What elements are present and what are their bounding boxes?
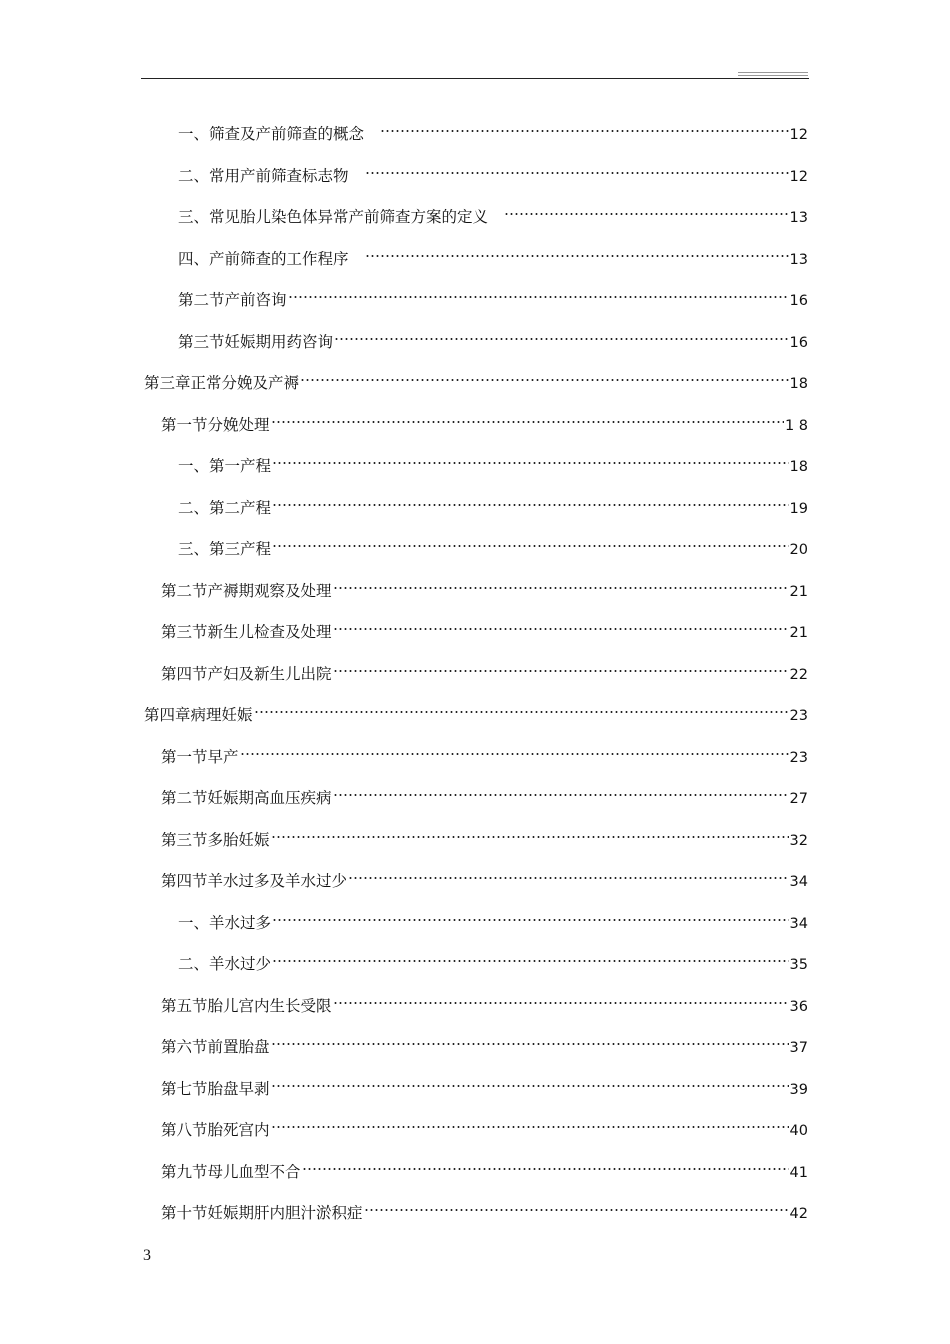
header-mark (738, 72, 808, 73)
toc-entry-page: 27 (789, 791, 808, 807)
toc-entry[interactable] (178, 945, 808, 973)
toc-entry-title: 第二节产前咨询 (178, 291, 287, 309)
toc-dot-leader (300, 364, 789, 388)
toc-entry-page: 22 (789, 667, 808, 683)
toc-entry-title: 三、常见胎儿染色体异常产前筛查方案的定义 (178, 208, 489, 226)
toc-entry-page: 21 (789, 584, 808, 600)
toc-entry-title: 第三节多胎妊娠 (161, 831, 270, 849)
toc-entry-page: 18 (789, 376, 808, 392)
toc-entry[interactable] (178, 115, 808, 143)
toc-entry[interactable] (161, 738, 808, 766)
toc-dot-leader (333, 779, 789, 803)
toc-entry[interactable] (161, 655, 808, 683)
toc-entry-title: 二、常用产前筛查标志物 (178, 167, 349, 185)
toc-dot-leader (254, 696, 789, 720)
page-number: 3 (143, 1247, 151, 1264)
toc-dot-leader (288, 281, 789, 305)
toc-entry-page: 23 (789, 750, 808, 766)
toc-entry-page: 13 (789, 210, 808, 226)
toc-entry-page: 32 (789, 833, 808, 849)
toc-entry[interactable] (161, 779, 808, 807)
toc-entry[interactable] (178, 323, 808, 351)
toc-dot-leader (272, 904, 789, 928)
toc-dot-leader (348, 862, 789, 886)
toc-dot-leader (333, 655, 789, 679)
toc-entry[interactable] (178, 240, 808, 268)
toc-entry-title: 第十节妊娠期肝内胆汁淤积症 (161, 1204, 363, 1222)
toc-entry-page: 1 8 (784, 418, 808, 434)
toc-entry[interactable] (161, 862, 808, 890)
toc-entry[interactable] (161, 821, 808, 849)
toc-entry-page: 21 (789, 625, 808, 641)
toc-dot-leader (272, 447, 789, 471)
toc-entry-title: 第四节产妇及新生儿出院 (161, 665, 332, 683)
toc-entry[interactable] (178, 489, 808, 517)
toc-entry-title: 第七节胎盘早剥 (161, 1080, 270, 1098)
toc-entry[interactable] (178, 904, 808, 932)
toc-entry-title: 二、第二产程 (178, 499, 272, 517)
toc-entry-page: 12 (789, 169, 808, 185)
toc-dot-leader (365, 240, 789, 264)
toc-entry-page: 23 (789, 708, 808, 724)
toc-entry-title: 一、筛查及产前筛查的概念 (178, 125, 365, 143)
toc-entry-title: 一、第一产程 (178, 457, 272, 475)
toc-dot-leader (504, 198, 789, 222)
toc-entry-page: 36 (789, 999, 808, 1015)
toc-entry-page: 34 (789, 916, 808, 932)
toc-entry-page: 20 (789, 542, 808, 558)
toc-dot-leader (333, 613, 789, 637)
toc-dot-leader (333, 572, 789, 596)
toc-entry-page: 42 (789, 1206, 808, 1222)
toc-dot-leader (272, 945, 789, 969)
toc-dot-leader (271, 406, 784, 430)
toc-entry-page: 16 (789, 293, 808, 309)
header-rule (141, 78, 809, 79)
toc-entry[interactable] (178, 530, 808, 558)
toc-dot-leader (272, 530, 789, 554)
toc-dot-leader (333, 987, 789, 1011)
toc-entry-page: 34 (789, 874, 808, 890)
toc-dot-leader (271, 1111, 789, 1135)
toc-entry[interactable] (178, 447, 808, 475)
toc-entry[interactable] (178, 198, 808, 226)
toc-entry-title: 第二节产褥期观察及处理 (161, 582, 332, 600)
toc-entry[interactable] (161, 1194, 808, 1222)
toc-entry-title: 第一节早产 (161, 748, 239, 766)
toc-entry-title: 第五节胎儿宫内生长受限 (161, 997, 332, 1015)
toc-entry[interactable] (161, 406, 808, 434)
toc-entry[interactable] (144, 696, 808, 724)
toc-entry-page: 19 (789, 501, 808, 517)
toc-entry[interactable] (178, 281, 808, 309)
toc-entry-title: 第三节新生儿检查及处理 (161, 623, 332, 641)
toc-entry[interactable] (161, 572, 808, 600)
toc-entry[interactable] (178, 157, 808, 185)
header-mark (738, 75, 808, 76)
toc-dot-leader (334, 323, 789, 347)
toc-entry-page: 12 (789, 127, 808, 143)
toc-dot-leader (272, 489, 789, 513)
toc-entry-page: 16 (789, 335, 808, 351)
toc-dot-leader (302, 1153, 789, 1177)
toc-entry-page: 18 (789, 459, 808, 475)
toc-dot-leader (271, 821, 789, 845)
toc-dot-leader (240, 738, 789, 762)
toc-entry[interactable] (161, 613, 808, 641)
toc-entry[interactable] (161, 1111, 808, 1139)
toc-entry[interactable] (161, 1028, 808, 1056)
toc-entry-title: 第九节母儿血型不合 (161, 1163, 301, 1181)
toc-entry-page: 39 (789, 1082, 808, 1098)
toc-entry-title: 四、产前筛查的工作程序 (178, 250, 349, 268)
toc-entry-page: 13 (789, 252, 808, 268)
toc-entry-title: 第六节前置胎盘 (161, 1038, 270, 1056)
toc-entry-title: 第一节分娩处理 (161, 416, 270, 434)
toc-entry[interactable] (161, 1070, 808, 1098)
toc-entry-title: 二、羊水过少 (178, 955, 272, 973)
toc-entry-title: 第二节妊娠期高血压疾病 (161, 789, 332, 807)
toc-entry-title: 第四章病理妊娠 (144, 706, 253, 724)
toc-dot-leader (271, 1028, 789, 1052)
toc-entry-page: 40 (789, 1123, 808, 1139)
toc-dot-leader (271, 1070, 789, 1094)
toc-entry-title: 第四节羊水过多及羊水过少 (161, 872, 348, 890)
toc-entry[interactable] (161, 987, 808, 1015)
toc-entry-title: 一、羊水过多 (178, 914, 272, 932)
toc-entry-title: 三、第三产程 (178, 540, 272, 558)
toc-dot-leader (365, 157, 789, 181)
toc-dot-leader (380, 115, 789, 139)
toc-entry-title: 第三章正常分娩及产褥 (144, 374, 300, 392)
toc-entry-page: 41 (789, 1165, 808, 1181)
toc-entry-title: 第三节妊娠期用药咨询 (178, 333, 334, 351)
toc-dot-leader (364, 1194, 789, 1218)
toc-entry-page: 37 (789, 1040, 808, 1056)
toc-entry-title: 第八节胎死宫内 (161, 1121, 270, 1139)
toc-entry[interactable] (161, 1153, 808, 1181)
toc-entry[interactable] (144, 364, 808, 392)
toc-entry-page: 35 (789, 957, 808, 973)
